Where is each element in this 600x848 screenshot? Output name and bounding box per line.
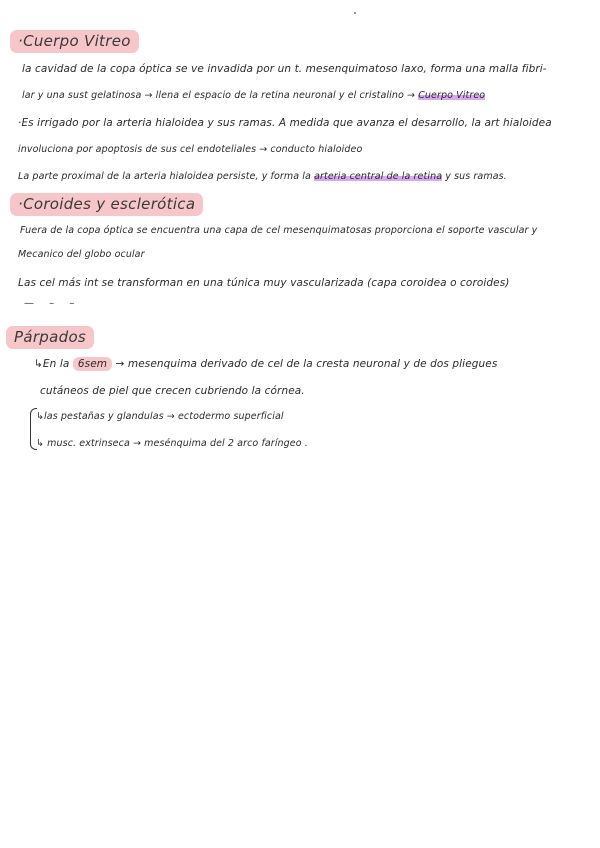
text-line bbox=[18, 170, 507, 184]
text-segment: La parte proximal de la arteria hialoidea persiste, y forma la bbox=[18, 171, 311, 182]
heading-cuerpo-vitreo: ·Cuerpo Vitreo bbox=[10, 30, 139, 53]
highlight-6sem: 6sem bbox=[73, 357, 112, 371]
text-line bbox=[34, 357, 497, 371]
text-line: ·Es irrigado por la arteria hialoidea y sus ramas. A medida que avanza el desarrollo, la art hialoidea bbox=[18, 117, 552, 129]
text-line: Mecanico del globo ocular bbox=[18, 249, 145, 260]
highlight-cuerpo-vitreo: Cuerpo Vitreo bbox=[418, 90, 486, 101]
text-segment: ↳En la bbox=[34, 358, 70, 370]
text-segment: y sus ramas. bbox=[445, 171, 507, 182]
heading-parpados: Párpados bbox=[6, 326, 94, 349]
text-line: ↳ musc. extrinseca → mesénquima del 2 arco faríngeo . bbox=[36, 438, 308, 449]
page-dot bbox=[354, 12, 356, 14]
text-segment: → mesenquima derivado de cel de la cresta neuronal y de dos pliegues bbox=[115, 358, 498, 370]
heading-coroides: ·Coroides y esclerótica bbox=[10, 193, 203, 216]
dash-marks: — – – bbox=[24, 298, 81, 309]
text-line: ↳las pestañas y glandulas → ectodermo superficial bbox=[36, 411, 284, 422]
text-line: la cavidad de la copa óptica se ve invadida por un t. mesenquimatoso laxo, forma una malla fibri- bbox=[22, 63, 547, 75]
text-line: cutáneos de piel que crecen cubriendo la córnea. bbox=[40, 385, 305, 397]
highlight-arteria-central: arteria central de la retina bbox=[314, 171, 443, 182]
text-line: Las cel más int se transforman en una túnica muy vascularizada (capa coroidea o coroides) bbox=[18, 277, 510, 289]
text-segment: lar y una sust gelatinosa → llena el espacio de la retina neuronal y el cristalino → bbox=[22, 90, 416, 101]
text-line bbox=[22, 89, 485, 103]
text-line: Fuera de la copa óptica se encuentra una capa de cel mesenquimatosas proporciona el soporte vascular y bbox=[20, 225, 538, 236]
text-line: involuciona por apoptosis de sus cel endoteliales → conducto hialoideo bbox=[18, 144, 363, 155]
